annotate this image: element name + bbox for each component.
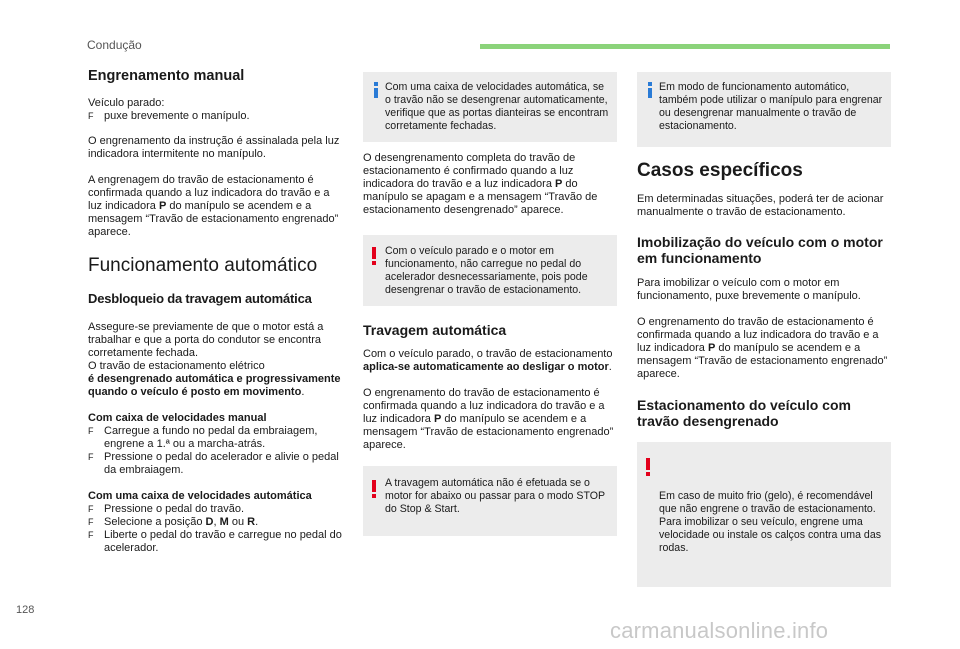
bullet-icon: F [88,111,94,121]
heading-manual-gearbox: Com caixa de velocidades manual [88,412,267,424]
warning-icon [369,480,381,498]
bullet-icon: F [88,517,94,527]
bullet-icon: F [88,426,94,436]
text-release-complete: O desengrenamento completa do travão de estacionamento é confirmado quando a luz indicadora do travão e a luz indicadora P do manípulo se apagam e a mensagem “Travão de estacionamento desengrenado” aparece. [363,152,598,216]
bullet-icon: F [88,504,94,514]
heading-automatic-gearbox: Com uma caixa de velocidades automática [88,490,312,502]
text-brake-release: O travão de estacionamento elétrico é desengrenado automática e progressivamente quando o veículo é posto em movimento. [88,360,341,398]
info-icon [643,82,657,98]
warning-box-cold [637,442,891,587]
text-engage: O engrenamento do travão de estacionamento é confirmada quando a luz indicadora do travão e a luz indicadora P do manípulo se acendem e a mensagem “Travão de estacionamento engrenado” aparece. [363,387,614,451]
heading-automatic-release: Desbloqueio da travagem automática [88,291,312,306]
text-situations: Em determinadas situações, poderá ter de acionar manualmente o travão de estacionamento. [637,193,884,218]
bullet-icon: F [88,452,94,462]
list-item-text: Liberte o pedal do travão e carregue no pedal do acelerador. [104,529,342,554]
warning-text: A travagem automática não é efetuada se o motor for abaixo ou passar para o modo STOP do Stop & Start. [385,477,605,515]
text-auto-apply: Com o veículo parado, o travão de estacionamento aplica-se automaticamente ao desligar o motor. [363,348,613,373]
page-number: 128 [16,604,35,616]
bullet-icon: F [88,530,94,540]
list-item [88,451,342,477]
watermark: carmanualsonline.info [610,618,829,643]
info-box-auto-mode [637,72,891,147]
list-item-text: Carregue a fundo no pedal da embraiagem, engrene a 1.ª ou a marcha-atrás. [104,425,318,450]
warning-text: Com o veículo parado e o motor em funcionamento, não carregue no pedal do acelerador desnecessariamente, pois pode desengrenar o travão de estacionamento. [385,245,588,296]
list-item [88,110,342,123]
list-item-text: Pressione o pedal do travão. [104,503,245,515]
list-item [88,529,342,555]
heading-automatic-braking: Travagem automática [363,322,507,338]
heading-parking-released: Estacionamento do veículo com travão desengrenado [637,397,851,429]
heading-manual-engagement: Engrenamento manual [88,68,245,84]
warning-box-stop-start [363,466,617,536]
warning-text: Em caso de muito frio (gelo), é recomendável que não engrene o travão de estacionamento. Para imobilizar o seu veículo, engrene uma velocidade ou instale os calços contra uma das rodas. [659,490,882,554]
warning-box-accelerator [363,235,617,306]
warning-icon [643,458,655,476]
column-2 [363,62,617,536]
list-item-text: Selecione a posição D, M ou R. [104,516,259,528]
list-item [88,516,342,529]
text-signal: O engrenamento da instrução é assinalada pela luz indicadora intermitente no manípulo. [88,135,340,160]
column-3 [637,62,891,587]
heading-automatic-operation: Funcionamento automático [88,255,318,276]
heading-specific-cases: Casos específicos [637,160,803,181]
column-1 [88,62,342,555]
text-ensure: Assegure-se previamente de que o motor está a trabalhar e que a porta do condutor se encontra corretamente fechada. [88,321,324,359]
info-icon [369,82,383,98]
section-title: Condução [87,38,142,52]
section-accent-bar [480,44,890,49]
warning-icon [369,247,381,265]
list-item-text: Pressione o pedal do acelerador e alivie o pedal da embraiagem. [104,451,339,476]
heading-immobilisation: Imobilização do veículo com o motor em funcionamento [637,234,883,266]
text-engage: O engrenamento do travão de estacionamento é confirmada quando a luz indicadora do travão e a luz indicadora P do manípulo se acendem e a mensagem “Travão de estacionamento engrenado” aparece. [637,316,888,380]
list-item-text: puxe brevemente o manípulo. [104,110,250,122]
info-text: Com uma caixa de velocidades automática, se o travão não se desengrenar automaticamente, verifique que as portas dianteiras se encontram corretamente fechadas. [385,81,609,132]
info-box-gearbox [363,72,617,142]
text-immobilise: Para imobilizar o veículo com o motor em funcionamento, puxe brevemente o manípulo. [637,277,861,302]
text-engage: A engrenagem do travão de estacionamento é confirmada quando a luz indicadora do travão e a luz indicadora P do manípulo se acendem e a mensagem “Travão de estacionamento engrenado” aparece. [88,174,339,238]
text-vehicle-stopped: Veículo parado: [88,97,165,109]
list-item [88,425,342,451]
info-text: Em modo de funcionamento automático, também pode utilizar o manípulo para engrenar ou desengrenar manualmente o travão de estacionamento. [659,81,883,132]
list-item [88,503,342,516]
